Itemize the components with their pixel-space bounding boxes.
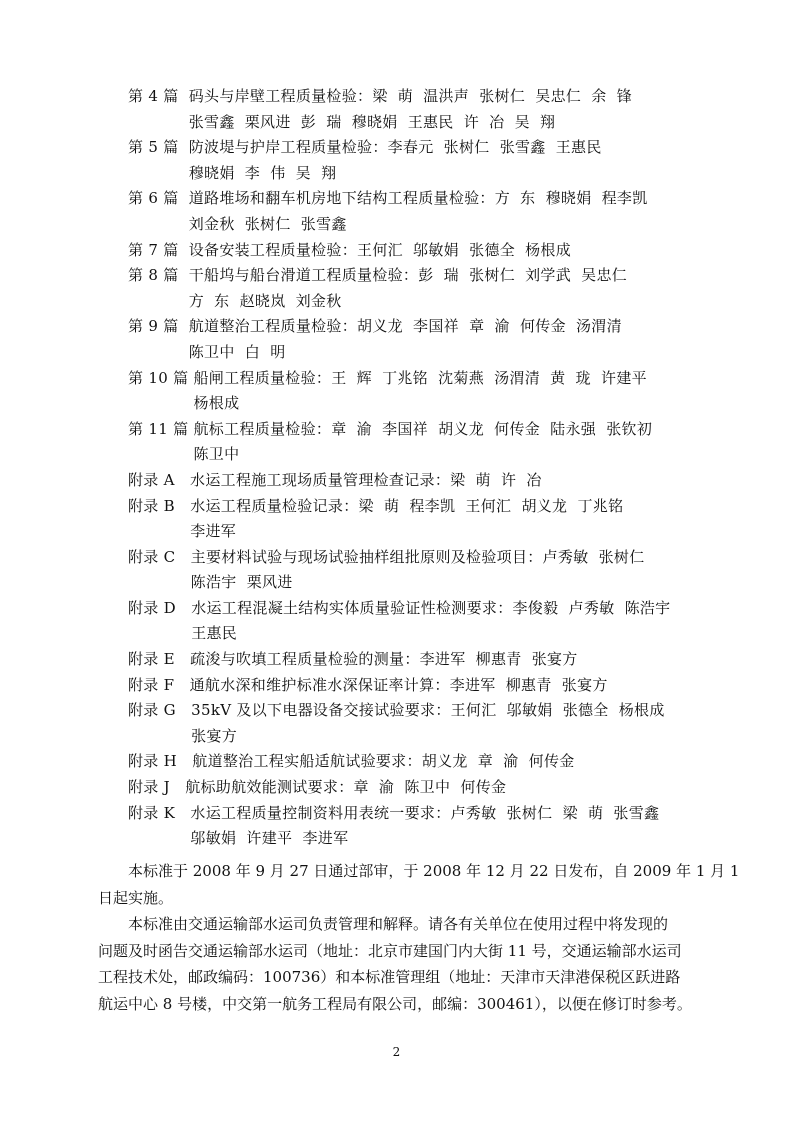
drafter-entry	[128, 494, 708, 545]
entry-line: 穆晓娟 李 伟 吴 翔	[188, 163, 337, 182]
drafter-entry	[128, 673, 708, 699]
drafter-entry	[128, 698, 708, 749]
entry-label: 附录 H	[128, 752, 193, 771]
entry-label: 第 5 篇	[128, 138, 189, 157]
entry-text	[190, 647, 708, 673]
entry-text	[189, 84, 708, 135]
entry-line: 陈卫中	[193, 445, 240, 464]
drafters-list	[128, 84, 708, 852]
paragraph-line: 本标准于 2008 年 9 月 27 日通过部审，于 2008 年 12 月 22 日发布，自 2009 年 1 月 1	[128, 862, 740, 880]
entry-label: 第 7 篇	[128, 240, 189, 259]
entry-label: 附录 G	[128, 701, 192, 720]
entry-label: 附录 D	[128, 598, 192, 617]
paragraph-line: 日起实施。	[98, 888, 174, 907]
drafter-entry	[128, 84, 708, 135]
entry-text	[190, 494, 708, 545]
entry-label: 附录 A	[128, 470, 191, 489]
drafter-entry	[128, 545, 708, 596]
entry-line: 李进军	[190, 522, 237, 541]
entry-label: 第 4 篇	[128, 87, 189, 105]
entry-text	[194, 417, 709, 468]
entry-label: 第 10 篇	[128, 368, 194, 387]
entry-line: 码头与岸壁工程质量检验：梁 萌 温洪声 张树仁 吴忠仁 余 锋	[188, 87, 633, 105]
drafter-entry	[128, 596, 708, 647]
entry-line: 水运工程施工现场质量管理检查记录：梁 萌 许 冶	[190, 470, 542, 489]
entry-line: 方 东 赵晓岚 刘金秋	[188, 291, 342, 310]
entry-label: 附录 F	[128, 675, 190, 694]
entry-label: 第 6 篇	[128, 189, 189, 208]
entry-line: 陈卫中 白 明	[188, 342, 286, 361]
entry-text	[189, 135, 708, 186]
entry-line: 航标工程质量检验：章 渝 李国祥 胡义龙 何传金 陆永强 张钦初	[193, 419, 653, 438]
entry-line: 35kV 及以下电器设备交接试验要求：王何汇 邬敏娟 张德全 杨根成	[191, 701, 665, 720]
entry-label: 第 9 篇	[128, 317, 189, 336]
entry-line: 张宴方	[191, 726, 238, 745]
paragraph-line: 航运中心 8 号楼，中交第一航务工程局有限公司，邮编：300461），以便在修订时参考。	[98, 994, 692, 1013]
entry-label: 附录 B	[128, 496, 191, 515]
entry-text	[189, 263, 708, 314]
entry-line: 设备安装工程质量检验：王何汇 邬敏娟 张德全 杨根成	[188, 240, 572, 259]
entry-text	[191, 596, 708, 647]
entry-line: 主要材料试验与现场试验抽样组批原则及检验项目：卢秀敏 张树仁	[190, 547, 645, 566]
paragraph-line: 问题及时函告交通运输部水运司（地址：北京市建国门内大街 11 号，交通运输部水运司	[98, 941, 682, 960]
entry-line: 水运工程质量控制资料用表统一要求：卢秀敏 张树仁 梁 萌 张雪鑫	[190, 803, 660, 822]
management-paragraph	[98, 911, 710, 1017]
entry-text	[185, 775, 708, 801]
drafter-entry	[128, 186, 708, 237]
entry-line: 刘金秋 张树仁 张雪鑫	[188, 214, 347, 233]
paragraph-line: 本标准由交通运输部水运司负责管理和解释。请各有关单位在使用过程中将发现的	[128, 915, 669, 933]
drafter-entry	[128, 314, 708, 365]
entry-line: 张雪鑫 栗风进 彭 瑞 穆晓娟 王惠民 许 冶 吴 翔	[188, 112, 556, 131]
entry-text	[192, 749, 708, 775]
entry-line: 道路堆场和翻车机房地下结构工程质量检验：方 东 穆晓娟 程李凯	[188, 189, 648, 208]
paragraph-line: 工程技术处，邮政编码：100736）和本标准管理组（地址：天津市天津港保税区跃进路	[98, 968, 681, 986]
entry-label: 附录 K	[128, 803, 191, 822]
entry-text	[189, 238, 708, 264]
entry-line: 通航水深和维护标准水深保证率计算：李进军 柳惠青 张宴方	[189, 675, 608, 694]
entry-text	[189, 314, 708, 365]
entry-text	[191, 698, 708, 749]
drafter-entry	[128, 238, 708, 264]
entry-text	[190, 801, 708, 852]
entry-line: 疏浚与吹填工程质量检验的测量：李进军 柳惠青 张宴方	[190, 650, 578, 669]
drafter-entry	[128, 775, 708, 801]
entry-line: 邬敏娟 许建平 李进军	[190, 829, 349, 848]
entry-text	[190, 673, 708, 699]
entry-line: 船闸工程质量检验：王 辉 丁兆铭 沈菊燕 汤渭清 黄 珑 许建平	[193, 368, 647, 387]
entry-label: 附录 E	[128, 650, 191, 669]
entry-line: 水运工程质量检验记录：梁 萌 程李凯 王何汇 胡义龙 丁兆铭	[190, 496, 624, 515]
entry-line: 陈浩宇 栗风进	[190, 573, 293, 592]
closing-paragraphs	[98, 858, 740, 1017]
drafter-entry	[128, 749, 708, 775]
page-number: 2	[392, 1045, 401, 1059]
drafter-entry	[128, 366, 708, 417]
effective-date-paragraph	[98, 858, 740, 911]
entry-line: 航标助航效能测试要求：章 渝 陈卫中 何传金	[185, 778, 507, 797]
entry-line: 防波堤与护岸工程质量检验：李春元 张树仁 张雪鑫 王惠民	[188, 138, 602, 157]
entry-text	[191, 545, 708, 596]
drafter-entry	[128, 801, 708, 852]
entry-label: 附录 J	[128, 778, 186, 797]
entry-text	[189, 186, 708, 237]
entry-line: 水运工程混凝土结构实体质量验证性检测要求：李俊毅 卢秀敏 陈浩宇	[191, 598, 671, 617]
entry-line: 航道整治工程质量检验：胡义龙 李国祥 章 渝 何传金 汤渭清	[188, 317, 622, 336]
entry-text	[190, 468, 708, 494]
drafter-entry	[128, 135, 708, 186]
entry-line: 杨根成	[193, 394, 240, 413]
entry-label: 第 11 篇	[128, 419, 194, 438]
entry-text	[194, 366, 709, 417]
drafter-entry	[128, 263, 708, 314]
entry-line: 航道整治工程实船适航试验要求：胡义龙 章 渝 何传金	[192, 752, 575, 771]
entry-line: 王惠民	[191, 624, 238, 643]
drafter-entry	[128, 417, 708, 468]
entry-label: 附录 C	[128, 547, 191, 566]
entry-line: 干船坞与船台滑道工程质量检验：彭 瑞 张树仁 刘学武 吴忠仁	[188, 266, 628, 285]
drafter-entry	[128, 647, 708, 673]
entry-label: 第 8 篇	[128, 266, 189, 285]
drafter-entry	[128, 468, 708, 494]
